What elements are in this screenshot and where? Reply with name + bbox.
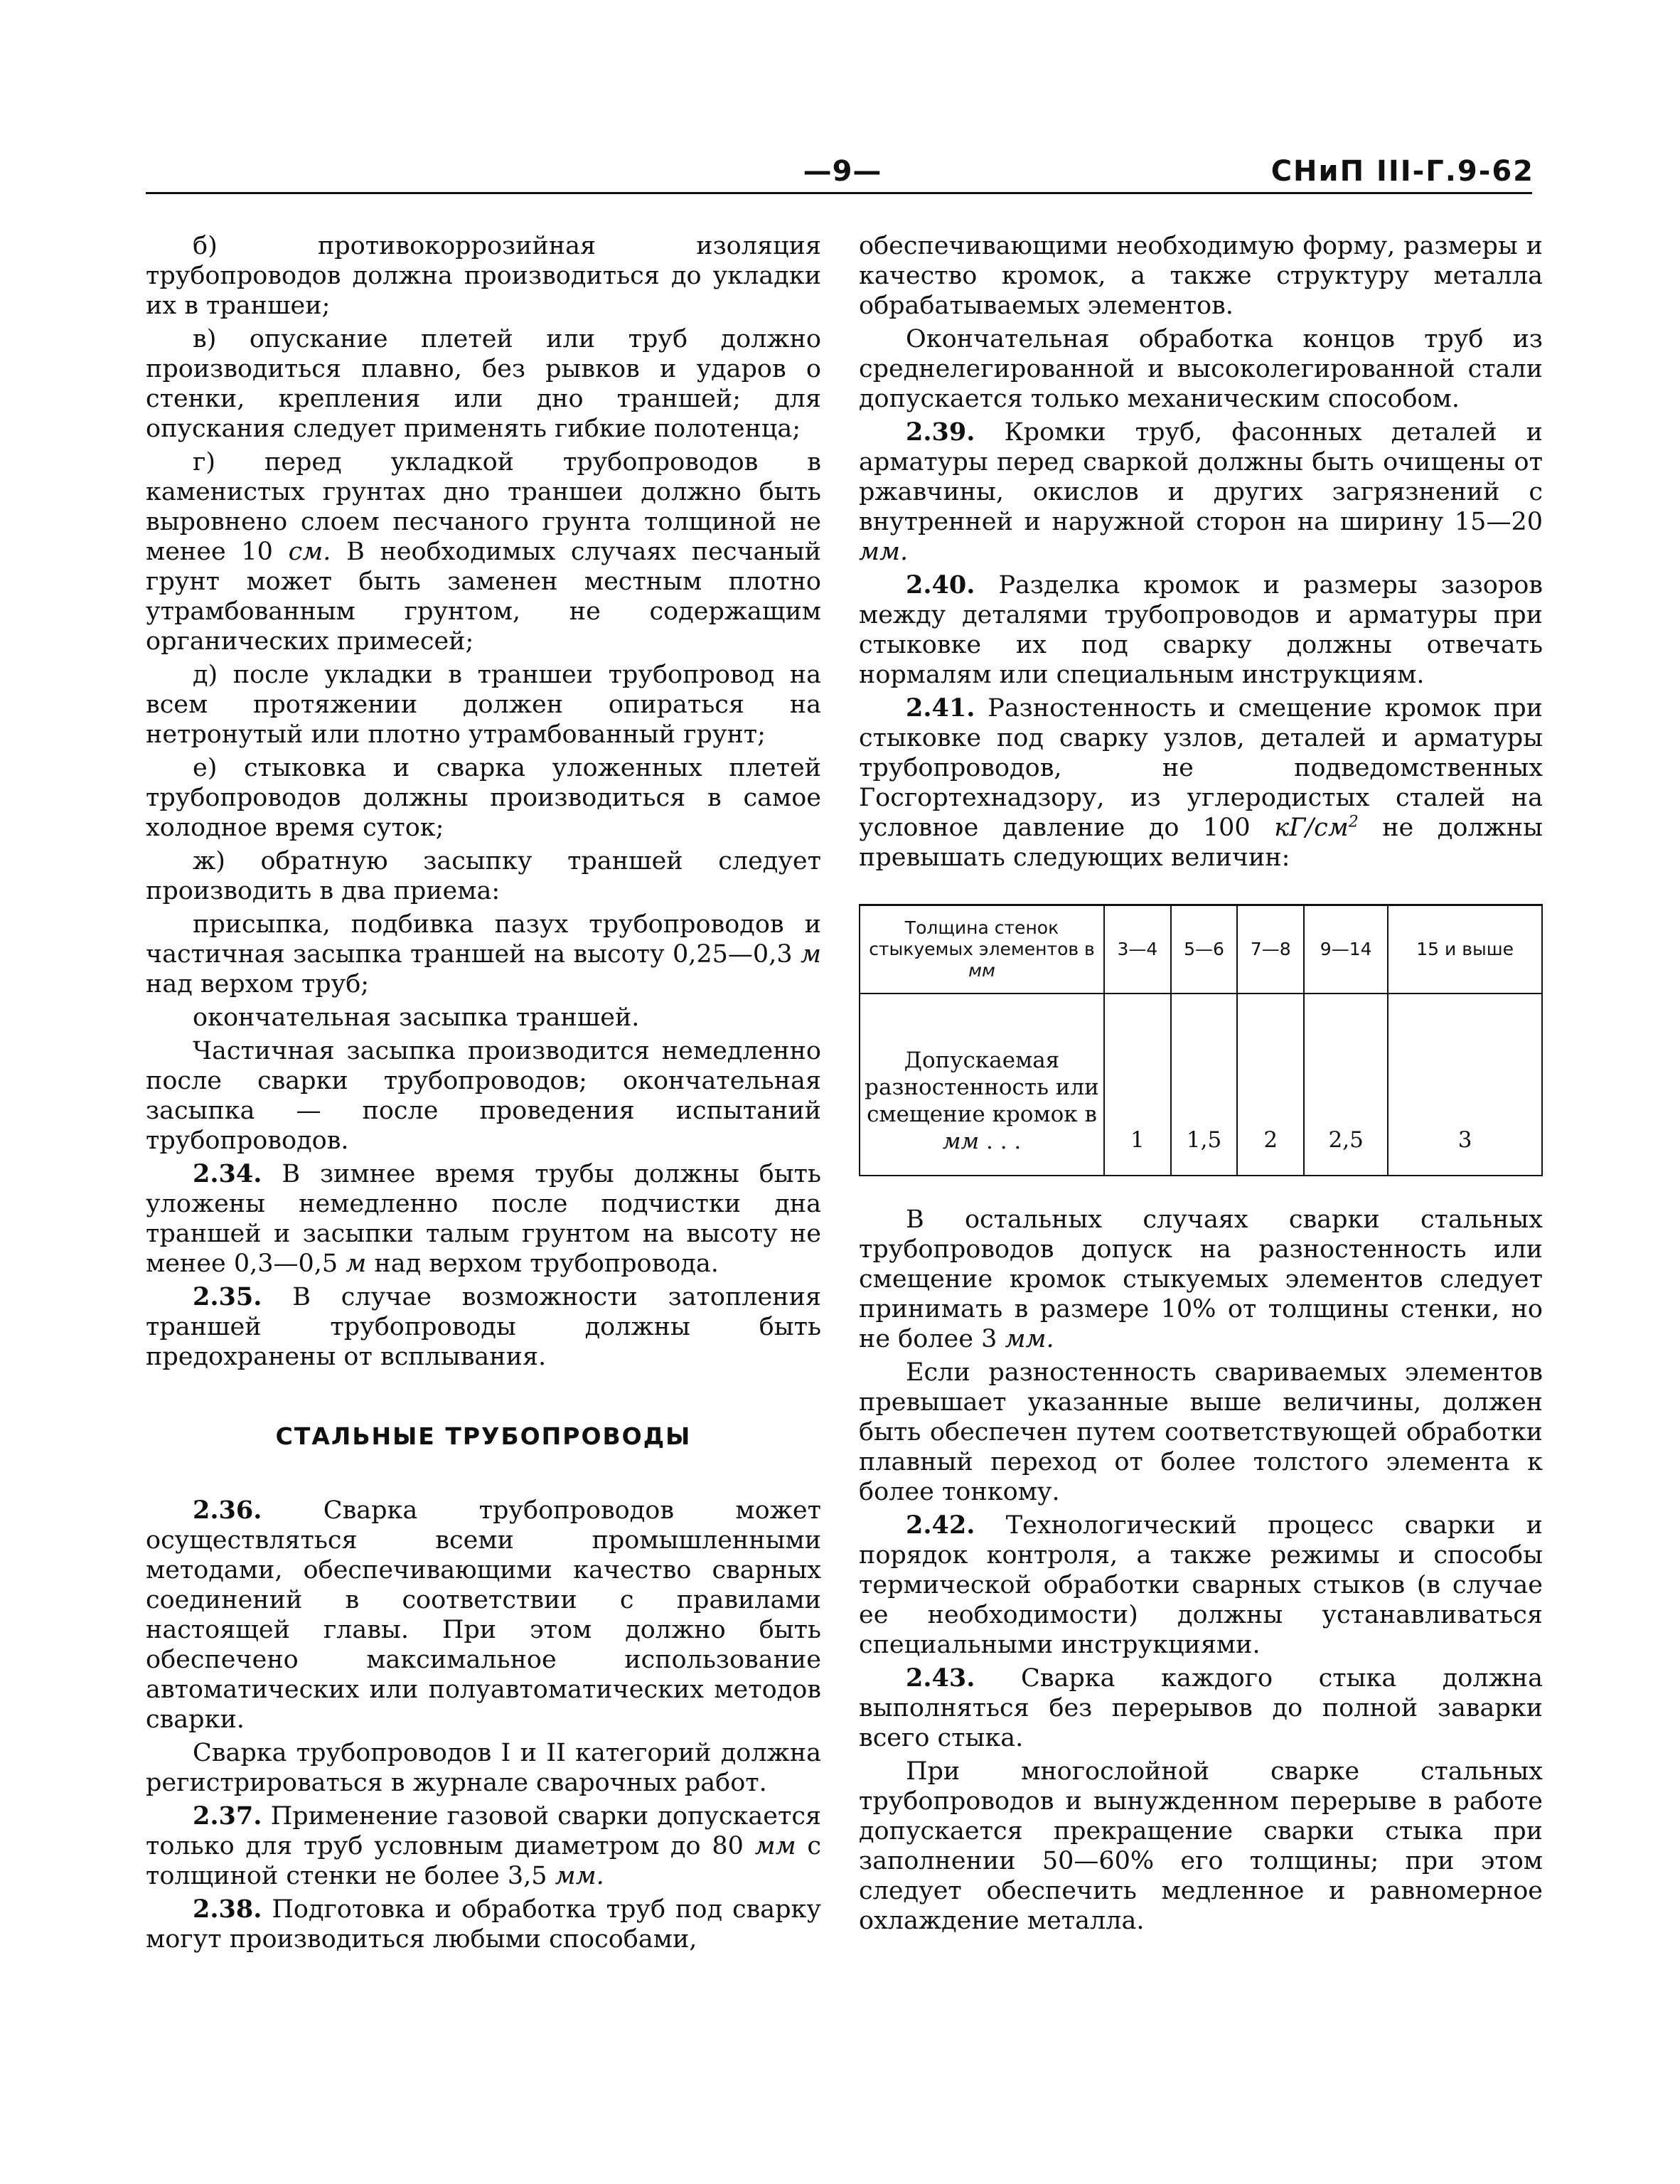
tolerance-table (859, 904, 1543, 1176)
paragraph: г) перед укладкой трубопроводов в каменистых грунтах дно траншеи должно быть выровнено слоем песчаного грунта толщиной не менее 10 см. В необходимых случаях песчаный грунт может быть заменен местным плотно утрамбованным грунтом, не содержащим органических примесей; (146, 448, 821, 656)
paragraph: Если разностенность свариваемых элементов превышает указанные выше величины, должен быть обеспечен путем соответствующей обработки плавный переход от более толстого элемента к более тонкому. (859, 1358, 1543, 1506)
paragraph: в) опускание плетей или труб должно производиться плавно, без рывков и ударов о стенки, крепления или дно траншей; для опускания следует применять гибкие полотенца; (146, 325, 821, 443)
paragraph: Сварка трубопроводов I и II категорий должна регистрироваться в журнале сварочных работ. (146, 1739, 821, 1797)
table-header-cell: 7—8 (1237, 905, 1304, 994)
table-header-label: Толщина стенок стыкуемых элементов в мм (860, 905, 1104, 994)
paragraph: присыпка, подбивка пазух трубопроводов и частичная засыпка траншей на высоту 0,25—0,3 м над верхом труб; (146, 910, 821, 998)
document-code: СНиП III-Г.9-62 (1270, 155, 1534, 188)
table-cell: 1 (1104, 994, 1171, 1176)
table-cell: 2 (1237, 994, 1304, 1176)
paragraph: Окончательная обработка концов труб из среднелегированной и высоколегированной стали допускается только механическим способом. (859, 325, 1543, 413)
paragraph: Частичная засыпка производится немедленно после сварки трубопроводов; окончательная засыпка — после проведения испытаний трубопроводов. (146, 1037, 821, 1155)
section-title: СТАЛЬНЫЕ ТРУБОПРОВОДЫ (275, 1422, 692, 1450)
paragraph: ж) обратную засыпку траншей следует производить в два приема: (146, 847, 821, 905)
clause-2-39: 2.39. Кромки труб, фасонных деталей и арматуры перед сваркой должны быть очищены от ржавчины, окислов и других загрязнений с внутренней и наружной сторон на ширину 15—20 мм. (859, 417, 1543, 566)
table-header-cell: 5—6 (1171, 905, 1238, 994)
clause-2-41: 2.41. Разностенность и смещение кромок при стыковке под сварку узлов, деталей и арматуры трубопроводов, не подведомственных Госгортехнадзору, из углеродистых сталей на условное давление до 100 $кГ/см^2$ не должны превышать следующих величин: (859, 693, 1543, 872)
table-row (860, 994, 1542, 1176)
left-column (146, 231, 821, 1958)
table-header-cell: 15 и выше (1388, 905, 1542, 994)
paragraph: В остальных случаях сварки стальных трубопроводов допуск на разностенность или смещение кромок стыкуемых элементов следует принимать в размере 10% от толщины стенки, но не более 3 мм. (859, 1205, 1543, 1353)
table-row-label: Допускаемая разностенность или смещение кромок в мм . . . (860, 994, 1104, 1176)
paragraph: б) противокоррозийная изоляция трубопроводов должна производиться до укладки их в траншеи; (146, 232, 821, 320)
header-rule (146, 192, 1532, 194)
table-cell: 3 (1388, 994, 1542, 1176)
clause-2-42: 2.42. Технологический процесс сварки и порядок контроля, а также режимы и способы термической обработки сварных стыков (в случае ее необходимости) должны устанавливаться специальными инструкциями. (859, 1511, 1543, 1659)
paragraph: окончательная засыпка траншей. (193, 1003, 640, 1032)
tolerance-table-wrap (859, 904, 1543, 1176)
table-header-cell: 3—4 (1104, 905, 1171, 994)
clause-2-43: 2.43. Сварка каждого стыка должна выполняться без перерывов до полной заварки всего стыка. (859, 1663, 1543, 1752)
table-cell: 1,5 (1171, 994, 1238, 1176)
clause-2-34: 2.34. В зимнее время трубы должны быть уложены немедленно после подчистки дна траншей и засыпки талым грунтом на высоту не менее 0,3—0,5 м над верхом трубопровода. (146, 1159, 821, 1278)
paragraph: При многослойной сварке стальных трубопроводов и вынужденном перерыве в работе допускается прекращение сварки стыка при заполнении 50—60% его толщины; при этом следует обеспечить медленное и равномерное охлаждение металла. (859, 1757, 1543, 1935)
clause-2-37: 2.37. Применение газовой сварки допускается только для труб условным диаметром до 80 мм с толщиной стенки не более 3,5 мм. (146, 1801, 821, 1890)
table-cell: 2,5 (1304, 994, 1388, 1176)
paragraph: обеспечивающими необходимую форму, размеры и качество кромок, а также структуру металла обрабатываемых элементов. (859, 232, 1543, 320)
clause-2-36: 2.36. Сварка трубопроводов может осуществляться всеми промышленными методами, обеспечивающими качество сварных соединений в соответствии с правилами настоящей главы. При этом должно быть обеспечено максимальное использование автоматических или полуавтоматических методов сварки. (146, 1496, 821, 1734)
table-header-cell: 9—14 (1304, 905, 1388, 994)
page-number: —9— (803, 155, 882, 188)
clause-2-40: 2.40. Разделка кромок и размеры зазоров между деталями трубопроводов и арматуры при стыковке их под сварку должны отвечать нормалям или специальным инструкциям. (859, 570, 1543, 689)
clause-2-35: 2.35. В случае возможности затопления траншей трубопроводы должны быть предохранены от всплывания. (146, 1282, 821, 1371)
clause-2-38: 2.38. Подготовка и обработка труб под сварку могут производиться любыми способами, (146, 1895, 821, 1954)
paragraph: д) после укладки в траншеи трубопровод на всем протяжении должен опираться на нетронутый или плотно утрамбованный грунт; (146, 661, 821, 749)
right-column (859, 231, 1543, 1939)
paragraph: е) стыковка и сварка уложенных плетей трубопроводов должны производиться в самое холодное время суток; (146, 754, 821, 842)
table-header-row (860, 905, 1542, 994)
